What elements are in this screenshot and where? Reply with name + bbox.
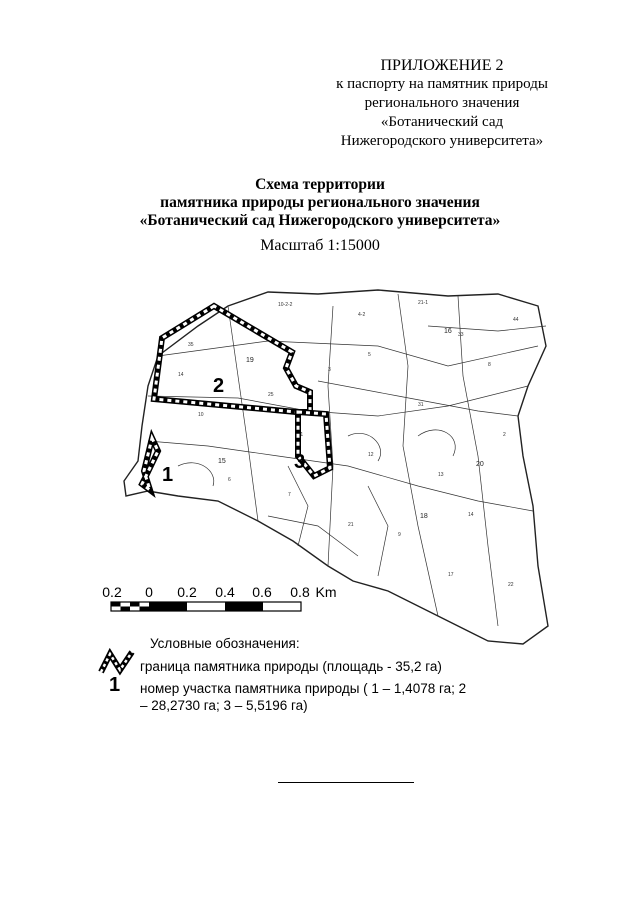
svg-text:44: 44 [513,317,519,323]
svg-text:9: 9 [398,532,401,538]
svg-text:3: 3 [328,367,331,373]
scale-tick-label: 0.4 [215,584,235,600]
svg-text:17: 17 [448,572,454,578]
scale-tick-label: 0.8 [290,584,310,600]
svg-text:14: 14 [178,372,184,378]
legend-number-symbol: 1 [109,674,121,696]
svg-text:22: 22 [508,582,514,588]
appendix-line: к паспорту на памятник природы [336,76,548,92]
appendix-heading: ПРИЛОЖЕНИЕ 2 [380,57,504,74]
svg-text:21: 21 [348,522,354,528]
svg-text:12: 12 [368,452,374,458]
svg-text:4-2: 4-2 [358,312,366,318]
quarter-lines [148,294,546,626]
legend-title: Условные обозначения: [150,636,300,651]
scale-bar-labels [0,584,640,604]
svg-text:31: 31 [418,402,424,408]
block-number: 16 [444,328,452,335]
forest-annotations [178,300,519,588]
scale-tick-label: 0.6 [252,584,272,600]
svg-text:10: 10 [198,412,204,418]
svg-text:21-1: 21-1 [418,300,429,306]
legend-boundary-text: граница памятника природы (площадь - 35,2 га) [140,659,442,674]
appendix-header [292,56,592,151]
document-title [0,176,640,230]
section-label-3: 3 [294,451,306,473]
bottom-divider [278,782,414,783]
block-number: 15 [218,458,226,465]
scale-tick-label: 0 [145,584,153,600]
block-number: 20 [476,461,484,468]
title-line: памятника природы регионального значения [160,194,480,211]
svg-text:35: 35 [188,342,194,348]
svg-text:5: 5 [368,352,371,358]
svg-text:11: 11 [298,432,304,438]
svg-text:25: 25 [268,392,274,398]
scale-tick-label: 0.2 [177,584,197,600]
appendix-line: регионального значения [364,95,520,111]
svg-text:14: 14 [468,512,474,518]
scale-label: Масштаб 1:15000 [260,237,380,254]
scale-unit-label: Km [315,584,337,600]
svg-text:2: 2 [503,432,506,438]
title-line: «Ботанический сад Нижегородского университета» [139,212,501,229]
title-line: Схема территории [255,176,385,193]
scale-tick-label: 0.2 [102,584,122,600]
appendix-line: Нижегородского университета» [340,133,544,149]
scale-bar [110,601,304,613]
appendix-line: «Ботанический сад [380,114,504,130]
svg-text:33: 33 [458,332,464,338]
block-numbers [218,328,484,520]
section-label-2: 2 [213,375,225,397]
legend-number-text: номер участка памятника природы ( 1 – 1,4078 га; 2 – 28,2730 га; 3 – 5,5196 га) [140,681,467,713]
svg-text:10-2-2: 10-2-2 [278,302,293,308]
svg-text:13: 13 [438,472,444,478]
section-label-1: 1 [162,464,174,486]
boundary-symbol-icon [98,648,138,676]
block-number: 18 [420,513,428,520]
svg-text:7: 7 [288,492,291,498]
svg-text:6: 6 [228,477,231,483]
svg-text:8: 8 [488,362,491,368]
block-number: 19 [246,357,254,364]
